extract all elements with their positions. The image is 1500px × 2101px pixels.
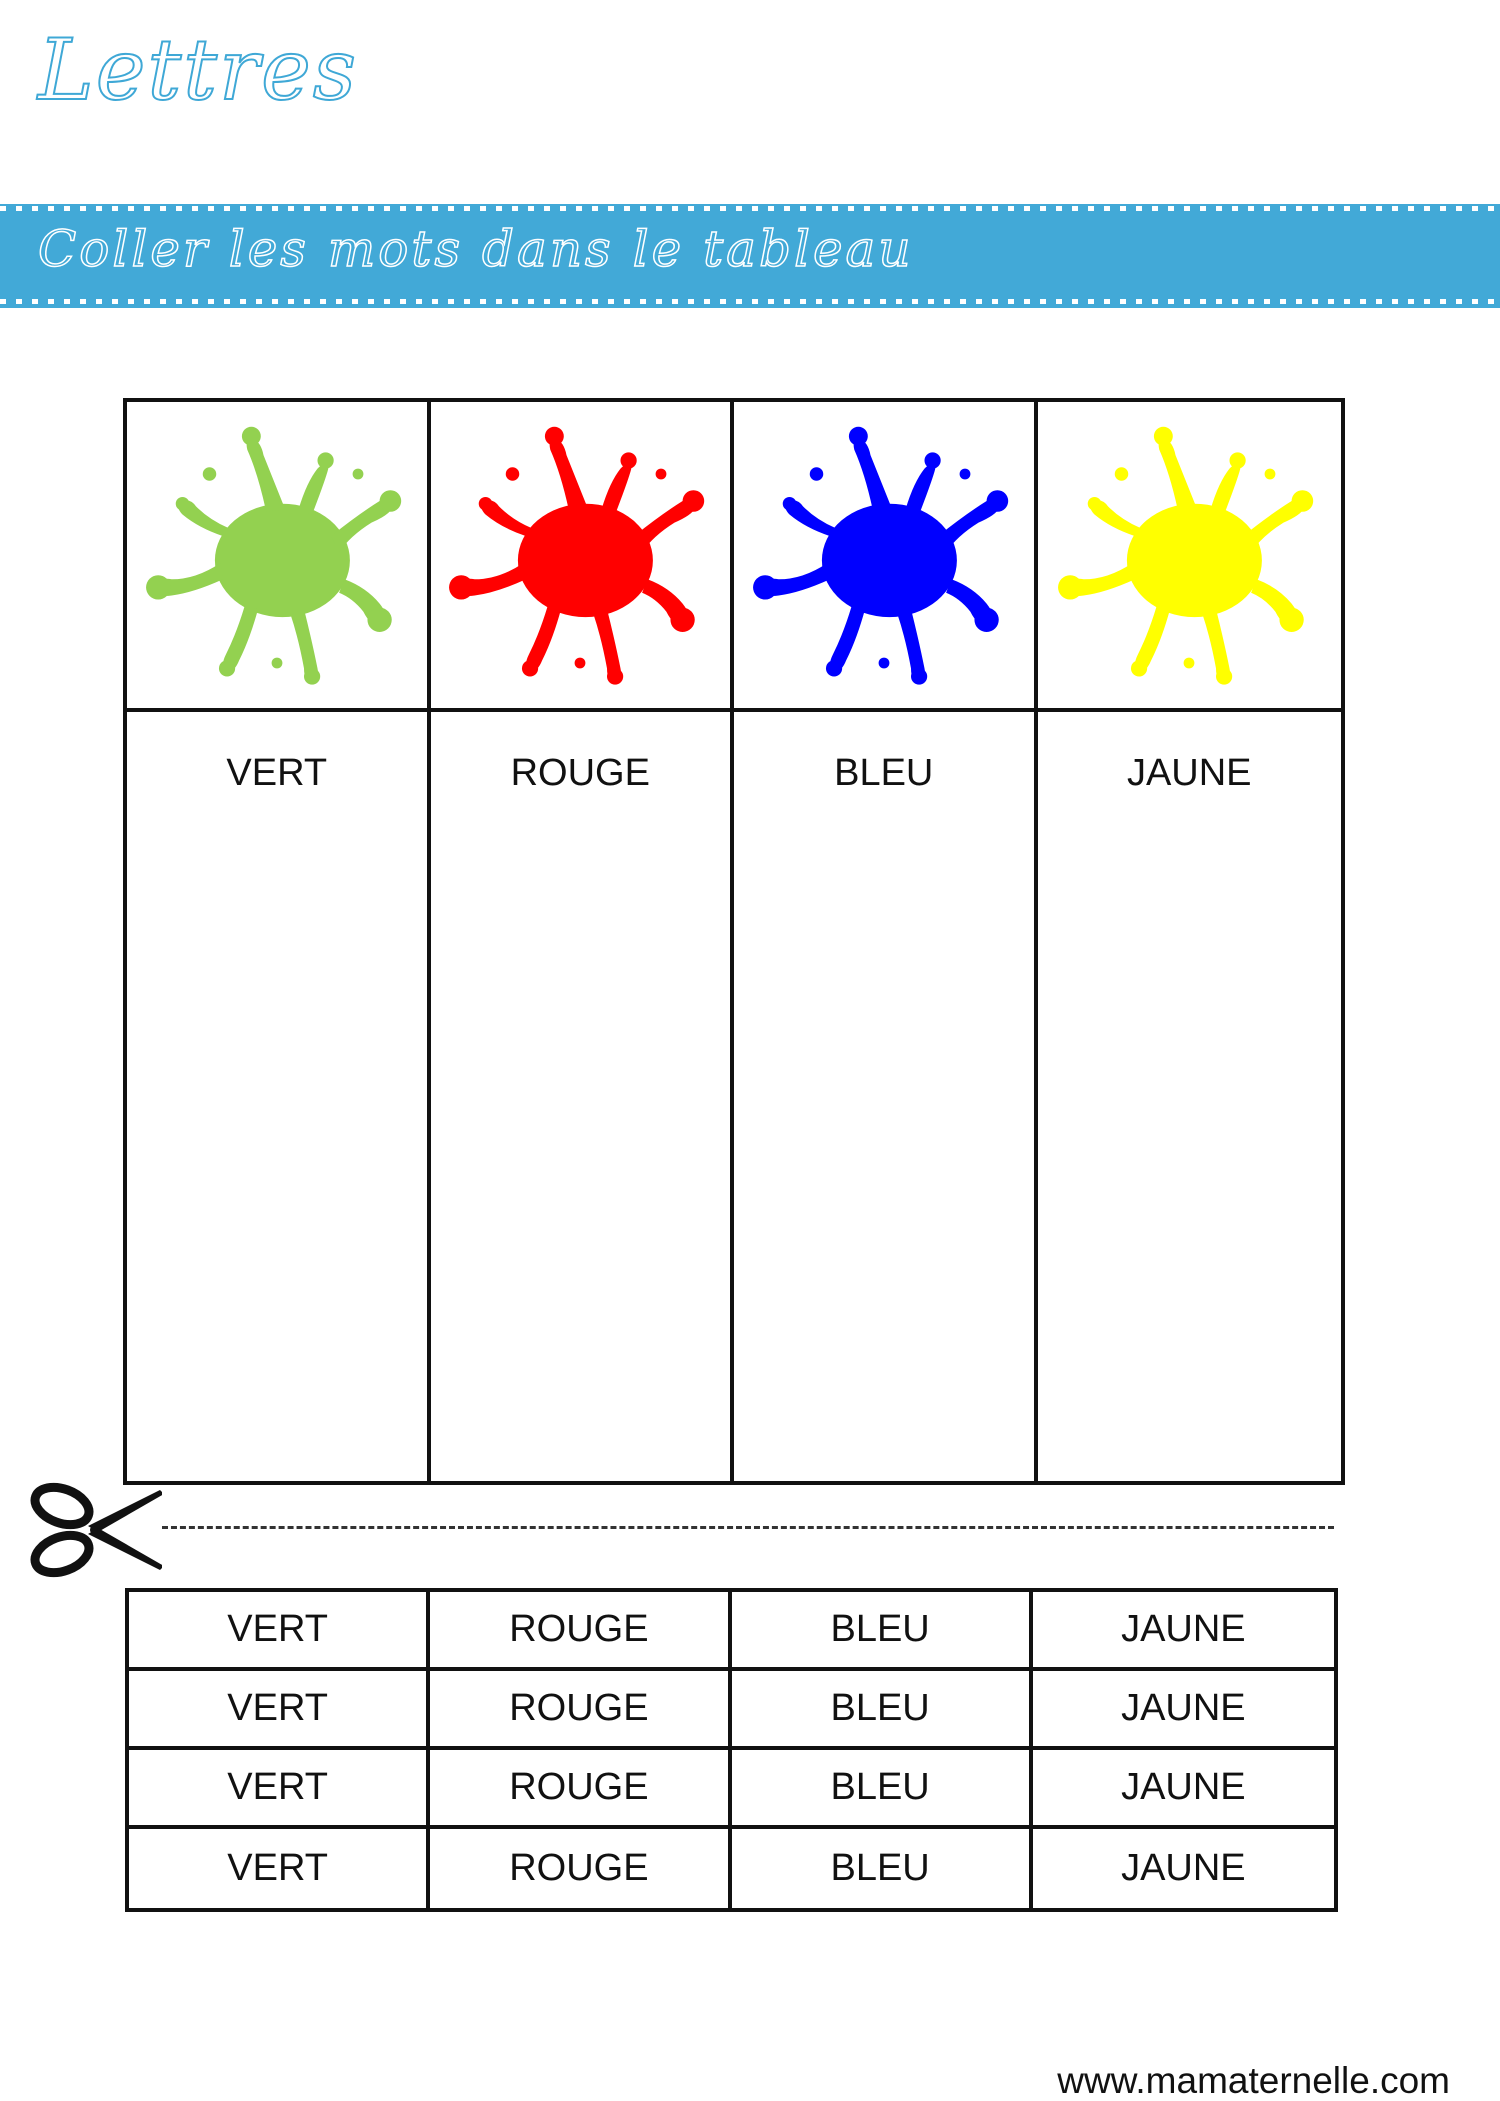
word-strip[interactable]: JAUNE: [1121, 1847, 1246, 1889]
red-paint-splash-icon: [445, 420, 715, 690]
word-strip[interactable]: VERT: [129, 1671, 430, 1750]
drop-column-vert[interactable]: [127, 712, 431, 1481]
yellow-paint-splash-icon: [1054, 420, 1324, 690]
splash-cell-blue: [734, 402, 1038, 712]
cut-line: [162, 1526, 1334, 1529]
word-strip[interactable]: ROUGE: [430, 1829, 731, 1908]
word-strip[interactable]: BLEU: [732, 1829, 1033, 1908]
column-label-rouge: ROUGE: [510, 752, 650, 794]
drop-column-rouge[interactable]: [431, 712, 735, 1481]
banner-bottom-stitch: [0, 299, 1500, 304]
word-strip[interactable]: JAUNE: [1033, 1750, 1334, 1829]
green-paint-splash-icon: [142, 420, 412, 690]
column-label-jaune: JAUNE: [1126, 752, 1252, 794]
word-strip[interactable]: BLEU: [732, 1592, 1033, 1671]
word-strip[interactable]: JAUNE: [1033, 1671, 1334, 1750]
word-strip[interactable]: VERT: [129, 1829, 430, 1908]
word-strip[interactable]: BLEU: [732, 1671, 1033, 1750]
page-title: Lettres: [38, 21, 358, 119]
instruction-text: Coller les mots dans le tableau: [38, 220, 914, 278]
word-strip[interactable]: VERT: [129, 1750, 430, 1829]
word-strip[interactable]: ROUGE: [430, 1750, 731, 1829]
word-strip[interactable]: JAUNE: [1033, 1592, 1334, 1671]
word-strip[interactable]: BLEU: [732, 1750, 1033, 1829]
splash-cell-red: [431, 402, 735, 712]
drop-column-jaune[interactable]: [1038, 712, 1342, 1481]
column-label-bleu: BLEU: [834, 752, 934, 794]
banner-top-stitch: [0, 206, 1500, 211]
word-strip[interactable]: ROUGE: [430, 1592, 731, 1671]
site-url: www.mamaternelle.com: [1057, 2060, 1450, 2101]
splash-cell-yellow: [1038, 402, 1342, 712]
drop-column-bleu[interactable]: [734, 712, 1038, 1481]
word-strip[interactable]: ROUGE: [430, 1671, 731, 1750]
blue-paint-splash-icon: [749, 420, 1019, 690]
sorting-table: [123, 398, 1345, 1485]
splash-cell-green: [127, 402, 431, 712]
scissors-icon: [28, 1482, 162, 1578]
column-label-vert: VERT: [226, 752, 328, 794]
word-strip[interactable]: VERT: [129, 1592, 430, 1671]
word-strips: [125, 1588, 1338, 1912]
